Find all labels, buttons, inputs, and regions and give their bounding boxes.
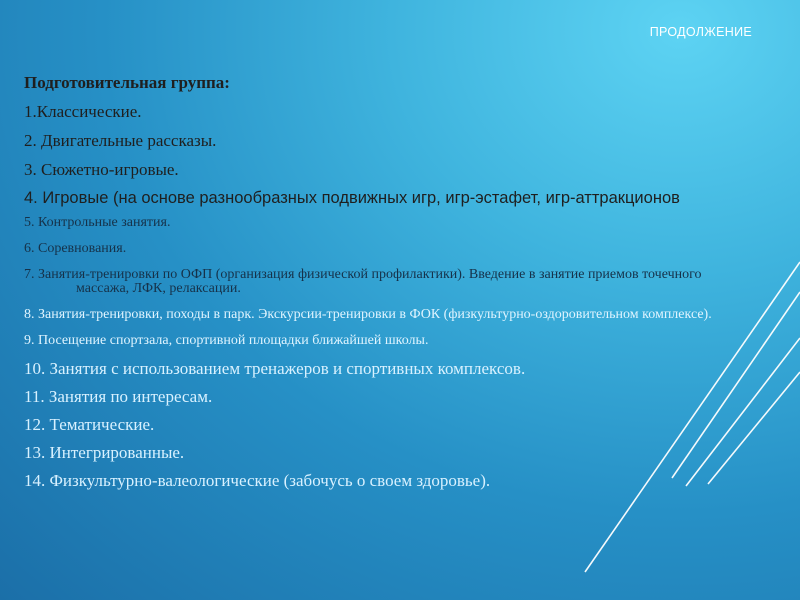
list-item: 2. Двигательные рассказы. <box>24 131 217 150</box>
list-item: 6. Соревнования. <box>24 241 127 256</box>
list-item: 1.Классические. <box>24 102 142 121</box>
list-item: 10. Занятия с использованием тренажеров и спортивных комплексов. <box>24 359 526 378</box>
list-item: 14. Физкультурно-валеологические (забочусь о своем здоровье). <box>24 471 491 490</box>
list-item: 9. Посещение спортзала, спортивной площадки ближайшей школы. <box>24 333 429 348</box>
list-item: 4. Игровые (на основе разнообразных подвижных игр, игр-эстафет, игр-аттракционов <box>24 189 680 207</box>
list-item: 8. Занятия-тренировки, походы в парк. Экскурсии-тренировки в ФОК (физкультурно-оздоровительном комплексе). <box>24 307 712 322</box>
list-item: 5. Контрольные занятия. <box>24 215 171 230</box>
content-list <box>24 73 724 500</box>
list-item: 11. Занятия по интересам. <box>24 387 213 406</box>
group-heading: Подготовительная группа: <box>24 73 230 92</box>
list-item: 13. Интегрированные. <box>24 443 185 462</box>
list-item: 12. Тематические. <box>24 415 155 434</box>
list-item: 7. Занятия-тренировки по ОФП (организация физической профилактики). Введение в занятие приемов точечного массажа, ЛФК, релаксации. <box>24 267 702 296</box>
slide-title: ПРОДОЛЖЕНИЕ <box>649 25 752 39</box>
list-item: 3. Сюжетно-игровые. <box>24 160 179 179</box>
